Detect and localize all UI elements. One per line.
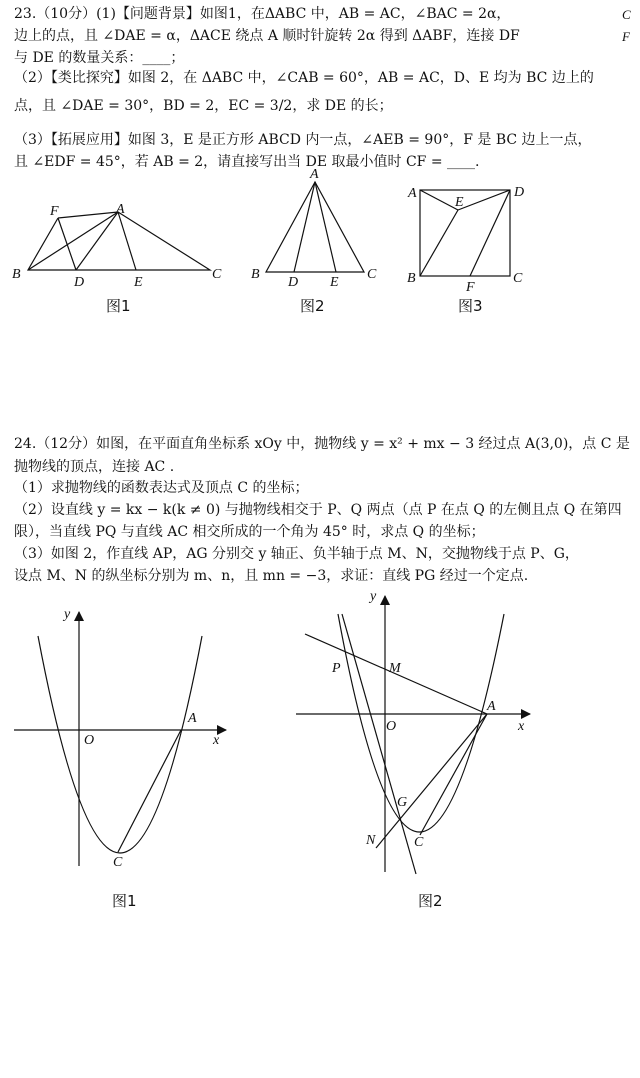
- q24-fig1-graph: [14, 612, 226, 866]
- q23-fig1-caption: 图1: [106, 297, 131, 315]
- q24-fig2-label-y: y: [370, 589, 377, 604]
- q23-fig2-label-a: A: [310, 167, 319, 182]
- q24-fig1-caption: 图1: [112, 892, 137, 910]
- edge-letter-f: F: [622, 29, 630, 44]
- q23-line-3: 与 DE 的数量关系：____；: [14, 50, 185, 66]
- q23-fig2-label-c: C: [367, 267, 377, 282]
- q24-fig1-label-o: O: [84, 733, 95, 748]
- q23-fig1-label-f: F: [50, 204, 59, 219]
- q24-line-3: （1）求抛物线的函数表达式及顶点 C 的坐标；: [14, 480, 309, 496]
- q23-fig2-caption: 图2: [300, 297, 325, 315]
- q23-fig3-label-e: E: [455, 195, 464, 210]
- q23-fig2-label-b: B: [251, 267, 260, 282]
- edge-letter-c: C: [622, 7, 631, 22]
- q24-line-4: （2）设直线 y = kx − k(k ≠ 0) 与抛物线相交于 P、Q 两点（点 P 在点 Q 的左侧且点 Q 在第四: [14, 502, 622, 518]
- q23-fig3-label-f: F: [466, 280, 475, 295]
- q23-fig3-caption: 图3: [458, 297, 483, 315]
- q23-line-7: 且 ∠EDF = 45°，若 AB = 2，请直接写出当 DE 取最小值时 CF = ____.: [14, 154, 480, 170]
- q23-fig1-label-b: B: [12, 267, 21, 282]
- q24-fig1-label-y: y: [64, 607, 71, 622]
- q24-fig2-label-x: x: [518, 719, 525, 734]
- q24-line-5: 限），当直线 PQ 与直线 AC 相交所成的一个角为 45° 时，求点 Q 的坐标；: [14, 524, 485, 540]
- q23-fig2-label-e: E: [330, 275, 339, 290]
- q23-line-1: 23.（10分）(1)【问题背景】如图1，在ΔABC 中，AB = AC，∠BAC = 2α，: [14, 6, 511, 22]
- q24-fig2-label-p: P: [332, 661, 341, 676]
- q24-fig2-label-a: A: [487, 699, 496, 714]
- q24-fig1-label-x: x: [213, 733, 220, 748]
- q24-fig1-label-a: A: [188, 711, 197, 726]
- q23-fig3-label-c: C: [513, 271, 523, 286]
- q23-fig1-label-d: D: [74, 275, 85, 290]
- q24-line-1: 24.（12分）如图，在平面直角坐标系 xOy 中，抛物线 y = x² + mx − 3 经过点 A(3,0)，点 C 是: [14, 436, 630, 452]
- q23-fig3-label-a: A: [408, 186, 417, 201]
- q24-fig2-label-m: M: [389, 661, 401, 676]
- q23-fig3-label-d: D: [514, 185, 525, 200]
- q23-fig1-label-e: E: [134, 275, 143, 290]
- q24-line-6: （3）如图 2，作直线 AP，AG 分别交 y 轴正、负半轴于点 M、N，交抛物线于点 P、G，: [14, 546, 579, 562]
- q24-fig2-graph: [296, 596, 530, 874]
- q24-fig2-label-g: G: [397, 795, 408, 810]
- q24-line-7: 设点 M、N 的纵坐标分别为 m、n，且 mn = −3，求证：直线 PG 经过一个定点.: [14, 568, 529, 584]
- q24-line-2: 抛物线的顶点，连接 AC .: [14, 459, 175, 475]
- q23-fig1-label-c: C: [212, 267, 222, 282]
- q23-line-4: （2）【类比探究】如图 2，在 ΔABC 中，∠CAB = 60°，AB = AC，D、E 均为 BC 边上的: [14, 70, 594, 86]
- q23-line-5: 点，且 ∠DAE = 30°，BD = 2，EC = 3/2，求 DE 的长；: [14, 98, 393, 114]
- q23-line-6: （3）【拓展应用】如图 3，E 是正方形 ABCD 内一点，∠AEB = 90°，F 是 BC 边上一点，: [14, 132, 592, 148]
- q24-fig2-caption: 图2: [418, 892, 443, 910]
- q24-fig2-label-c: C: [414, 835, 424, 850]
- q24-fig2-label-o: O: [386, 719, 397, 734]
- q23-fig1-label-a: A: [116, 202, 125, 217]
- q23-fig2-label-d: D: [288, 275, 299, 290]
- q24-fig1-label-c: C: [113, 855, 123, 870]
- q23-line-2: 边上的点，且 ∠DAE = α，ΔACE 绕点 A 顺时针旋转 2α 得到 ΔABF，连接 DF: [14, 28, 520, 44]
- q24-fig2-label-n: N: [366, 833, 376, 848]
- q23-fig3-label-b: B: [407, 271, 416, 286]
